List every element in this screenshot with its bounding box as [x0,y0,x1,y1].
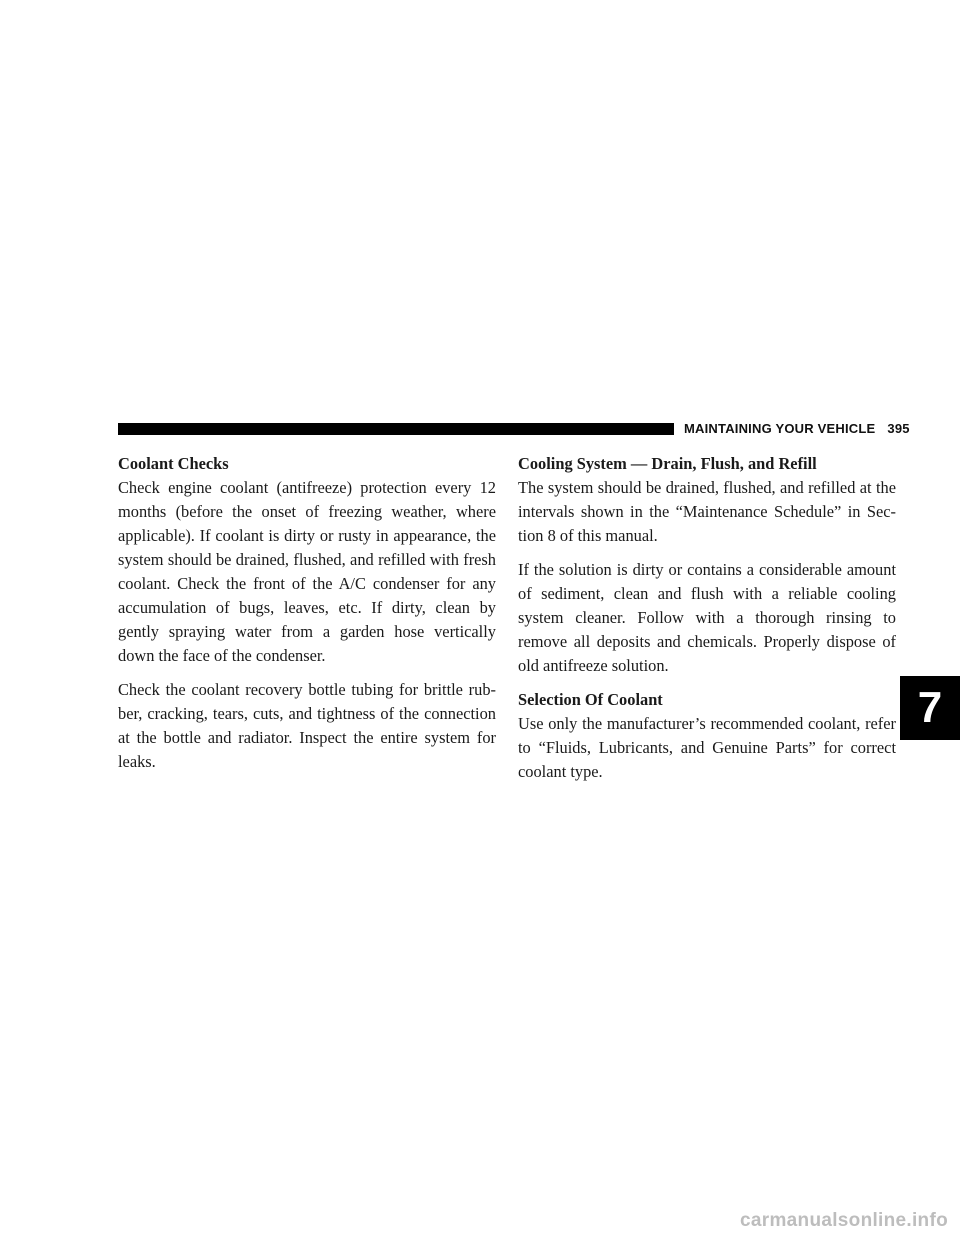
paragraph: Check the coolant recovery bottle tubing for brittle rubber, cracking, tears, cuts, and tightness of the connection at the bottle and radiator. Inspect the entire system for leaks. [118,680,496,771]
section-title-coolant-checks: Coolant Checks [118,454,229,473]
paragraph: Use only the manufacturer’s recommended coolant, refer to “Fluids, Lubricants, and Genuine Parts” for correct coolant type. [518,714,896,781]
header-rule [118,423,674,435]
page-number: 395 [887,421,910,436]
watermark: carmanualsonline.info [740,1210,948,1231]
right-column [518,452,896,794]
section-title-selection-of-coolant: Selection Of Coolant [518,690,663,709]
paragraph: The system should be drained, flushed, and refilled at the intervals shown in the “Maintenance Schedule” in Section 8 of this manual. [518,478,896,545]
paragraph: If the solution is dirty or contains a considerable amount of sediment, clean and flush with a reliable cooling system cleaner. Follow with a thorough rinsing to remove all deposits and chemicals. Properly dispose of old antifreeze solution. [518,560,896,675]
running-head [684,421,910,436]
running-head-section: MAINTAINING YOUR VEHICLE [684,421,876,436]
paragraph: Check engine coolant (antifreeze) protection every 12 months (before the onset of freezing weather, where applicable). If coolant is dirty or rusty in appearance, the system should be drained, flushed, and refilled with fresh coolant. Check the front of the A/C condenser for any accumulation of bugs, leaves, etc. If dirty, clean by gently spraying water from a garden hose vertically down the face of the condenser. [118,478,496,665]
chapter-tab: 7 [900,676,960,740]
left-column [118,452,496,784]
section-title-cooling-system: Cooling System — Drain, Flush, and Refill [518,454,817,473]
